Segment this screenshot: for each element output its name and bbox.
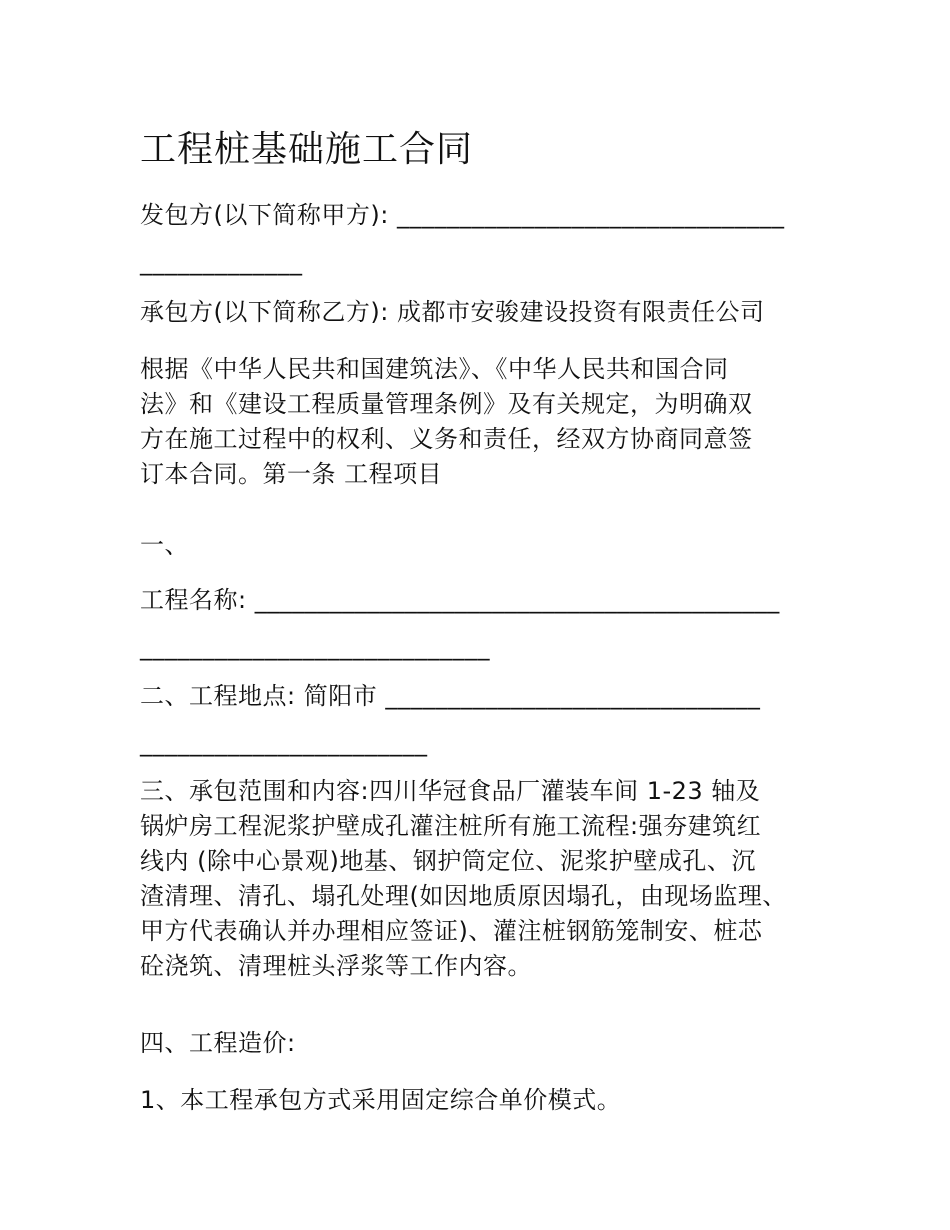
scope-line: 锅炉房工程泥浆护壁成孔灌注桩所有施工流程:强夯建筑红	[140, 812, 762, 840]
location-continuation: _______________________	[140, 729, 428, 757]
scope-line: 线内 (除中心景观)地基、钢护筒定位、泥浆护壁成孔、沉	[140, 847, 756, 875]
preamble-line: 订本合同。第一条 工程项目	[140, 460, 443, 488]
item-one-marker: 一、	[140, 531, 189, 559]
party-a-line: 发包方(以下简称甲方): _______________________________	[140, 201, 785, 229]
document-title: 工程桩基础施工合同	[140, 129, 474, 170]
price-heading: 四、工程造价:	[140, 1029, 296, 1057]
location-line: 二、工程地点: 简阳市 ______________________________	[140, 682, 761, 710]
project-name-continuation: ____________________________	[140, 633, 490, 661]
preamble-line: 法》和《建设工程质量管理条例》及有关规定，为明确双	[140, 390, 753, 418]
party-a-continuation: _____________	[140, 248, 303, 276]
scope-line: 渣清理、清孔、塌孔处理(如因地质原因塌孔，由现场监理、	[140, 882, 787, 910]
scope-line: 三、承包范围和内容:四川华冠食品厂灌装车间 1-23 轴及	[140, 777, 761, 805]
scope-line: 砼浇筑、清理桩头浮浆等工作内容。	[140, 952, 532, 980]
price-item-1: 1、本工程承包方式采用固定综合单价模式。	[140, 1086, 622, 1114]
scope-line: 甲方代表确认并办理相应签证)、灌注桩钢筋笼制安、桩芯	[140, 917, 763, 945]
preamble-line: 根据《中华人民共和国建筑法》、《中华人民共和国合同	[140, 355, 729, 383]
project-name-line: 工程名称: __________________________________________	[140, 586, 780, 614]
party-b-line: 承包方(以下简称乙方): 成都市安骏建设投资有限责任公司	[140, 298, 765, 326]
preamble-line: 方在施工过程中的权利、义务和责任，经双方协商同意签	[140, 425, 753, 453]
